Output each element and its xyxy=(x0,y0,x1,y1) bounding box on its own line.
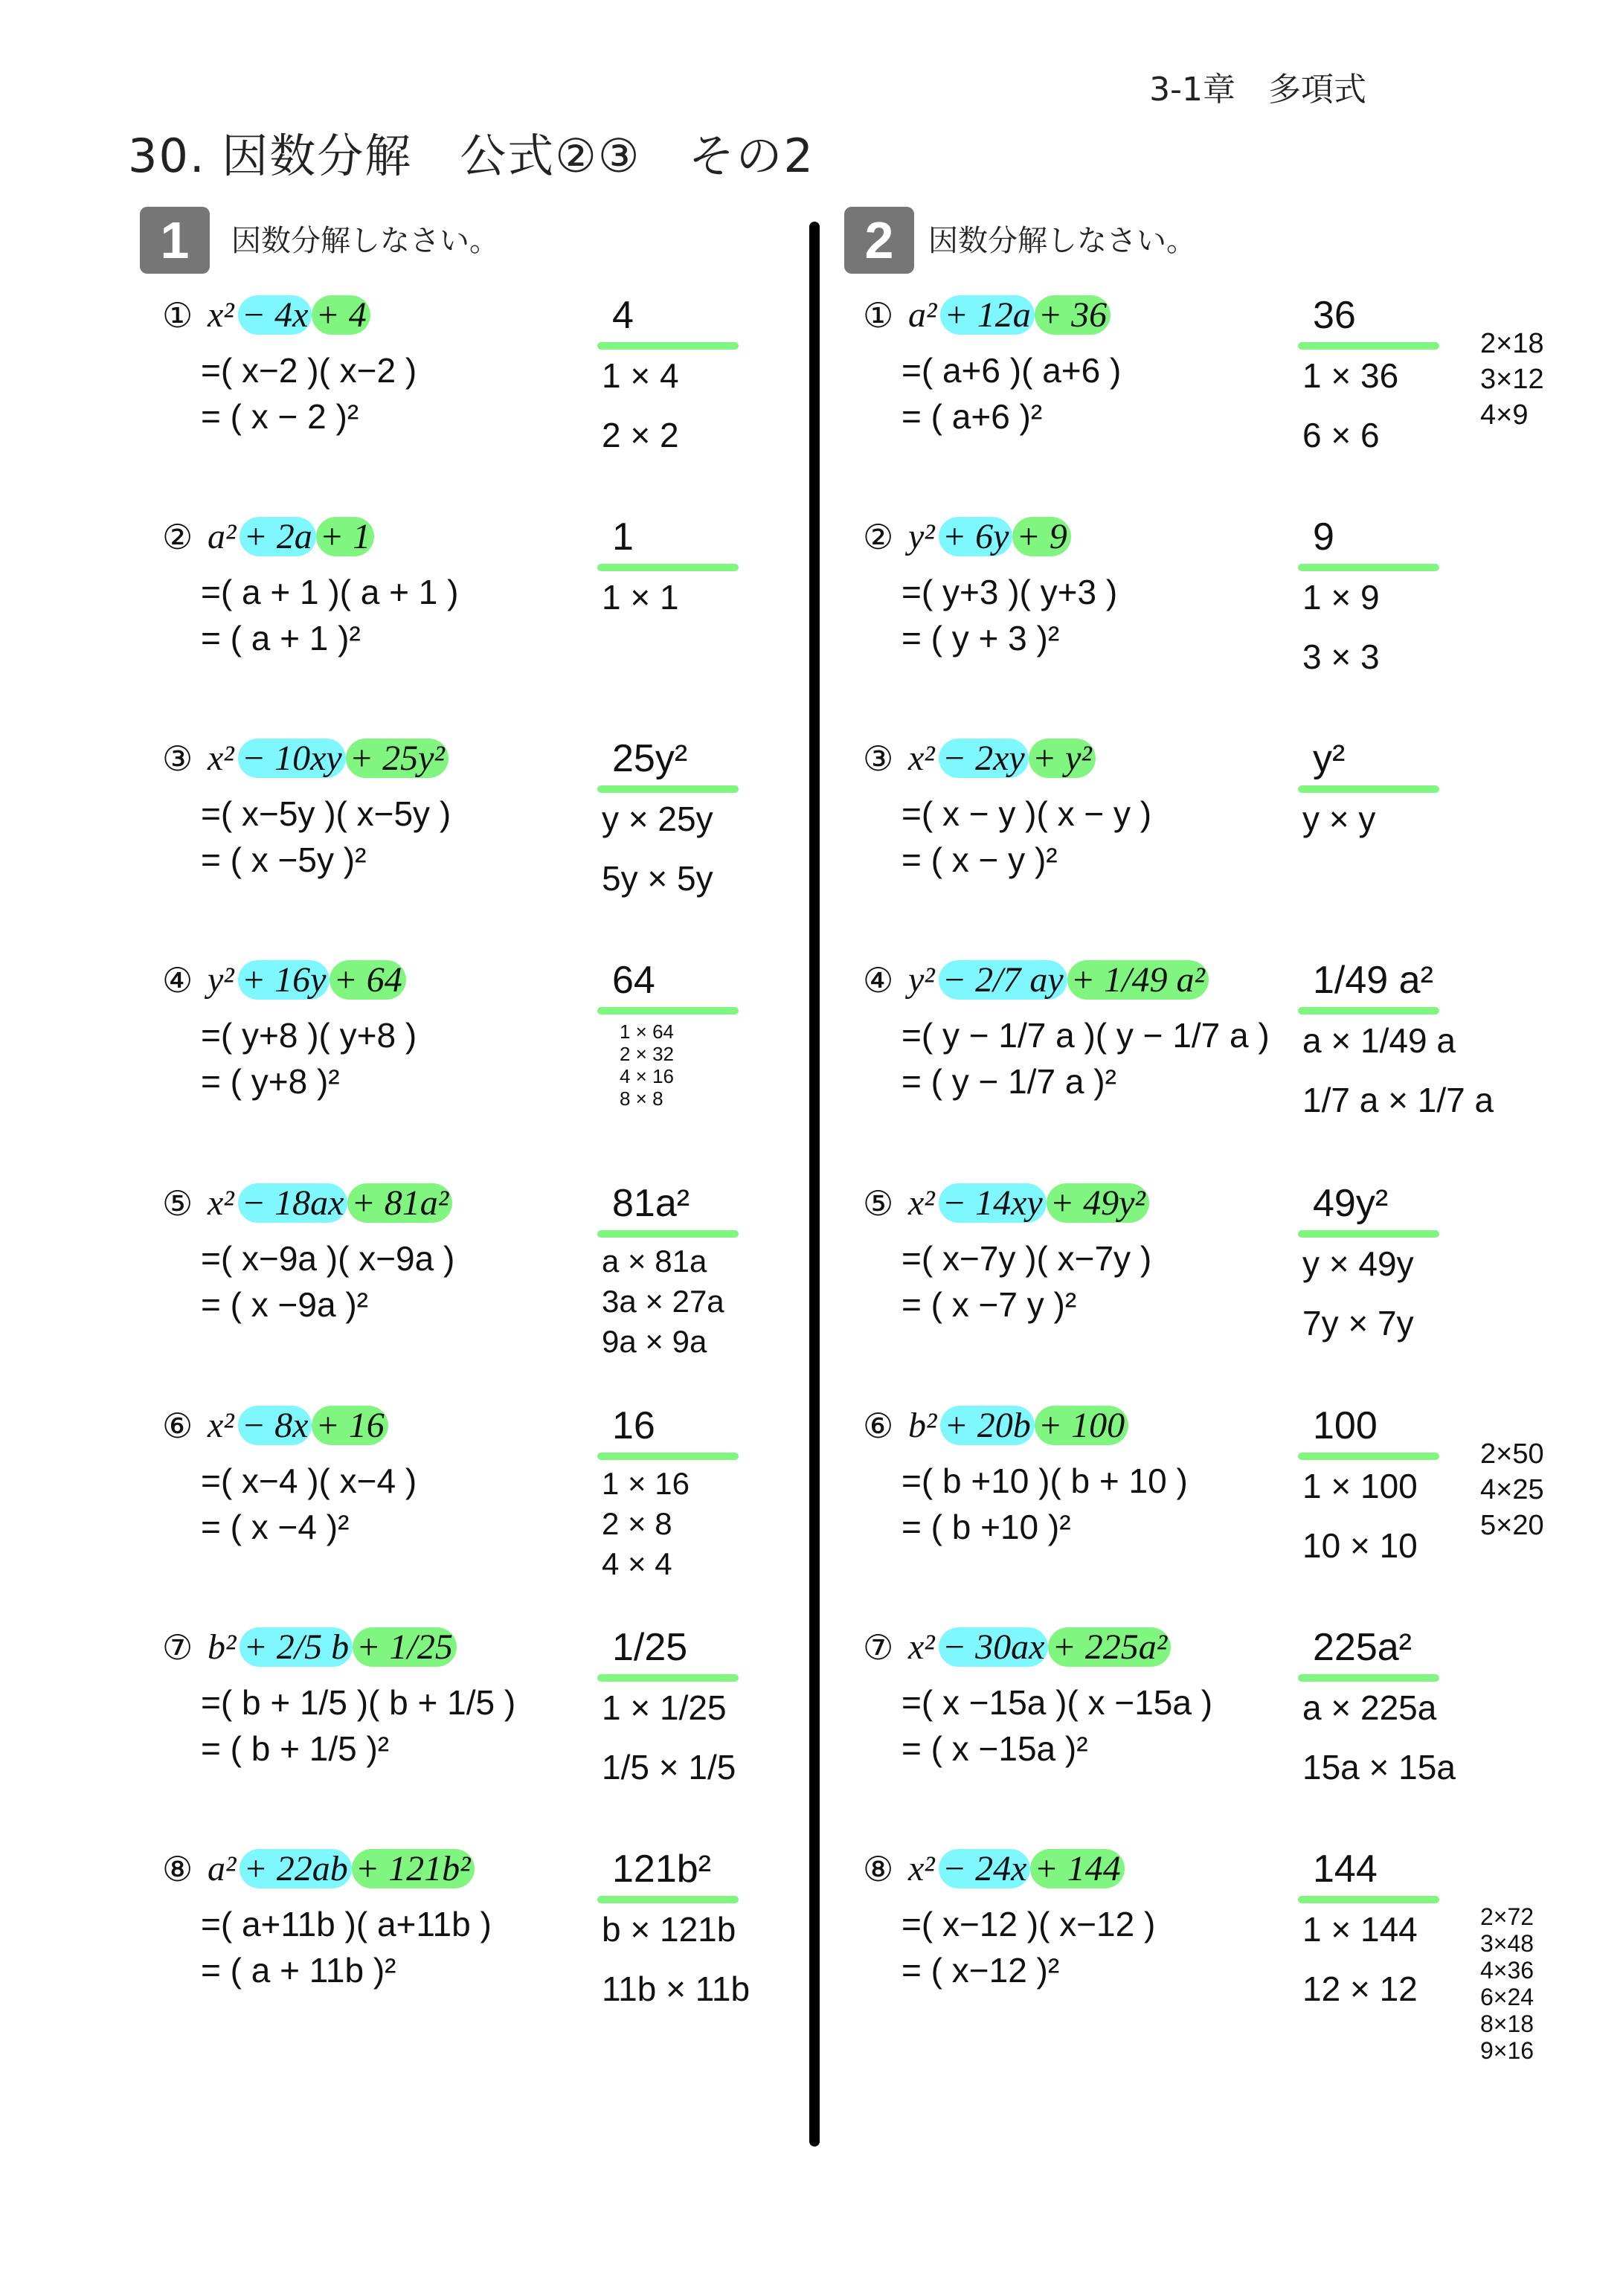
problem-expression xyxy=(204,1848,591,1890)
green-underline xyxy=(597,1674,739,1682)
expression-term-green-highlight: + 225a² xyxy=(1048,1627,1171,1667)
expression-term-green-highlight: + 81a² xyxy=(347,1183,452,1223)
expression-term-green-highlight: + 9 xyxy=(1012,517,1070,556)
factored-step: =( x−5y )( x−5y ) xyxy=(201,794,451,833)
factor-pair: y × 49y xyxy=(1302,1244,1414,1283)
constant-term: y² xyxy=(1313,737,1346,780)
factored-step: =( x−12 )( x−12 ) xyxy=(902,1905,1156,1943)
expression-term-blue-highlight: − 30ax xyxy=(939,1627,1049,1667)
expression-term-blue-highlight: + 12a xyxy=(940,295,1034,335)
solution-steps xyxy=(201,350,588,437)
extra-factor-pair: 4×36 xyxy=(1480,1957,1534,1984)
section-1-badge: 1 xyxy=(140,207,210,274)
expression-term-green-highlight: + 36 xyxy=(1035,295,1111,335)
expression-term: b² xyxy=(208,1627,237,1667)
extra-factor-pair: 3×12 xyxy=(1480,364,1544,395)
factor-work xyxy=(597,956,776,1110)
constant-term: 1/25 xyxy=(612,1626,688,1669)
constant-term: 25y² xyxy=(612,737,688,780)
worksheet-title: 30. 因数分解 公式②③ その2 xyxy=(128,129,814,183)
solution-steps xyxy=(902,1682,1288,1769)
extra-factor-pair: 2×50 xyxy=(1480,1438,1544,1470)
factor-pair: 1 × 144 xyxy=(1302,1910,1418,1949)
expression-term: a² xyxy=(908,295,937,335)
squared-result: = ( x −5y )² xyxy=(201,840,367,879)
problem xyxy=(863,1182,1577,1401)
constant-term: 9 xyxy=(1313,515,1334,559)
expression-term-green-highlight: + 121b² xyxy=(352,1849,475,1888)
extra-factor-pair: 5×20 xyxy=(1480,1510,1544,1541)
problem xyxy=(863,294,1577,513)
expression-term: x² xyxy=(208,295,234,335)
factor-pair: 8 × 8 xyxy=(620,1087,663,1110)
factored-step: =( a+11b )( a+11b ) xyxy=(201,1905,492,1943)
problem xyxy=(863,1626,1577,1845)
factor-pair: 9a × 9a xyxy=(602,1324,707,1359)
expression-term-blue-highlight: − 8x xyxy=(238,1406,312,1445)
squared-result: = ( b +10 )² xyxy=(902,1508,1071,1546)
solution-steps xyxy=(201,1682,588,1769)
solution-steps xyxy=(201,793,588,881)
problem-expression xyxy=(904,295,1291,336)
expression-term-blue-highlight: − 2xy xyxy=(939,739,1029,778)
problem-number: ⑦ xyxy=(863,1627,894,1668)
constant-term: 1/49 a² xyxy=(1313,959,1433,1002)
factor-work xyxy=(1298,956,1494,1120)
problem xyxy=(162,1626,876,1845)
factor-pair: 3a × 27a xyxy=(602,1284,724,1319)
factored-step: =( b +10 )( b + 10 ) xyxy=(902,1461,1188,1500)
expression-term: a² xyxy=(208,517,237,556)
factor-pair: 1/5 × 1/5 xyxy=(602,1748,736,1787)
factor-pair: 1 × 1/25 xyxy=(602,1688,727,1727)
extra-factor-pair: 4×9 xyxy=(1480,399,1529,431)
problem xyxy=(162,1182,876,1401)
expression-term-green-highlight: + 4 xyxy=(312,295,370,335)
factor-pair: 2 × 8 xyxy=(602,1506,672,1541)
factored-step: =( y+8 )( y+8 ) xyxy=(201,1016,417,1055)
solution-steps xyxy=(201,1014,588,1102)
squared-result: = ( a + 1 )² xyxy=(201,619,361,657)
problem xyxy=(162,959,876,1178)
expression-term-blue-highlight: + 6y xyxy=(939,517,1013,556)
squared-result: = ( y + 3 )² xyxy=(902,619,1060,657)
problem-number: ⑧ xyxy=(863,1849,894,1889)
problem xyxy=(162,515,876,735)
problem-expression xyxy=(204,516,591,558)
problem-number: ⑥ xyxy=(162,1406,193,1446)
squared-result: = ( a+6 )² xyxy=(902,397,1043,436)
problem-expression xyxy=(904,1405,1291,1447)
problem-number: ③ xyxy=(162,739,193,779)
expression-term-blue-highlight: + 2/5 b xyxy=(240,1627,353,1667)
constant-term: 225a² xyxy=(1313,1626,1412,1669)
factor-work xyxy=(597,1624,776,1787)
problem xyxy=(162,294,876,513)
expression-term-blue-highlight: + 22ab xyxy=(240,1849,351,1888)
problem xyxy=(863,1848,1577,2067)
chapter-label: 3-1章 多項式 xyxy=(1149,71,1366,109)
problem-number: ① xyxy=(162,295,193,335)
expression-term-green-highlight: + 1/25 xyxy=(353,1627,457,1667)
problem xyxy=(863,1404,1577,1624)
factor-pair: 4 × 4 xyxy=(602,1546,672,1581)
factor-pair: 5y × 5y xyxy=(602,859,713,898)
factor-pair: 2 × 32 xyxy=(620,1043,675,1065)
expression-term: x² xyxy=(908,1183,935,1223)
extra-factor-pair: 3×48 xyxy=(1480,1930,1534,1957)
problem xyxy=(863,515,1577,735)
problem-number: ② xyxy=(162,517,193,557)
factor-pair: 10 × 10 xyxy=(1302,1526,1418,1565)
problem-number: ⑤ xyxy=(863,1183,894,1223)
expression-term: x² xyxy=(208,1183,234,1223)
expression-term-blue-highlight: − 24x xyxy=(939,1849,1031,1888)
factored-step: =( x − y )( x − y ) xyxy=(902,794,1152,833)
squared-result: = ( b + 1/5 )² xyxy=(201,1729,390,1768)
expression-term: y² xyxy=(208,960,234,1000)
factor-work xyxy=(597,292,776,455)
factor-pair: 1 × 16 xyxy=(602,1466,690,1501)
squared-result: = ( x−12 )² xyxy=(902,1951,1060,1990)
factor-work xyxy=(597,1402,776,1582)
problem-expression xyxy=(204,1183,591,1224)
factored-step: =( x −15a )( x −15a ) xyxy=(902,1683,1213,1722)
factor-work xyxy=(597,513,776,617)
section-2-badge: 2 xyxy=(844,207,914,274)
expression-term: x² xyxy=(908,1627,935,1667)
constant-term: 49y² xyxy=(1313,1182,1389,1225)
factored-step: =( b + 1/5 )( b + 1/5 ) xyxy=(201,1683,516,1722)
factor-work xyxy=(1298,1402,1476,1566)
factored-step: =( y − 1/7 a )( y − 1/7 a ) xyxy=(902,1016,1270,1055)
green-underline xyxy=(1298,342,1439,350)
problem-expression xyxy=(204,959,591,1001)
factor-work xyxy=(597,735,776,898)
problem-expression xyxy=(204,295,591,336)
expression-term-blue-highlight: + 16y xyxy=(238,960,330,1000)
section-2-instruction: 因数分解しなさい。 xyxy=(928,224,1196,258)
expression-term-green-highlight: + 49y² xyxy=(1047,1183,1149,1223)
expression-term: x² xyxy=(908,739,935,778)
extra-factor-pair: 2×72 xyxy=(1480,1903,1534,1930)
squared-result: = ( y+8 )² xyxy=(201,1062,340,1101)
problem-expression xyxy=(904,738,1291,779)
constant-term: 81a² xyxy=(612,1182,690,1225)
problem-number: ⑦ xyxy=(162,1627,193,1668)
problem-number: ③ xyxy=(863,739,894,779)
factor-pair: 6 × 6 xyxy=(1302,416,1380,454)
green-underline xyxy=(597,1230,739,1238)
problem-expression xyxy=(204,1405,591,1447)
problem xyxy=(162,737,876,956)
factored-step: =( x−7y )( x−7y ) xyxy=(902,1239,1152,1278)
constant-term: 100 xyxy=(1313,1404,1378,1447)
factor-pair: 1 × 36 xyxy=(1302,356,1399,395)
solution-steps xyxy=(902,1014,1288,1102)
squared-result: = ( a + 11b )² xyxy=(201,1951,396,1990)
extra-factor-pair: 9×16 xyxy=(1480,2037,1534,2064)
extra-factor-pairs xyxy=(1480,1903,1534,2064)
factor-work xyxy=(1298,1624,1476,1787)
extra-factor-pair: 4×25 xyxy=(1480,1474,1544,1505)
factor-work xyxy=(1298,292,1476,455)
problem-expression xyxy=(904,1183,1291,1224)
solution-steps xyxy=(902,571,1288,659)
factored-step: =( y+3 )( y+3 ) xyxy=(902,573,1118,611)
expression-term-green-highlight: + 100 xyxy=(1035,1406,1128,1445)
factored-step: =( a + 1 )( a + 1 ) xyxy=(201,573,459,611)
problem-number: ⑥ xyxy=(863,1406,894,1446)
problem xyxy=(863,959,1577,1178)
solution-steps xyxy=(902,793,1288,881)
factor-pair: 12 × 12 xyxy=(1302,1969,1418,2008)
problem-expression xyxy=(204,738,591,779)
factor-pair: 7y × 7y xyxy=(1302,1304,1414,1342)
problem xyxy=(162,1848,876,2067)
green-underline xyxy=(1298,1674,1439,1682)
factored-step: =( x−4 )( x−4 ) xyxy=(201,1461,417,1500)
expression-term: a² xyxy=(208,1849,237,1888)
expression-term-blue-highlight: − 4x xyxy=(238,295,312,335)
problem-number: ⑧ xyxy=(162,1849,193,1889)
factor-pair: a × 1/49 a xyxy=(1302,1021,1456,1060)
constant-term: 64 xyxy=(612,959,655,1002)
factor-pair: 11b × 11b xyxy=(602,1969,751,2008)
green-underline xyxy=(597,1896,739,1903)
solution-steps xyxy=(201,1903,588,1991)
expression-term: x² xyxy=(208,1406,234,1445)
solution-steps xyxy=(902,1238,1288,1325)
expression-term-green-highlight: + 64 xyxy=(330,960,405,1000)
problem xyxy=(863,737,1577,956)
factor-pair: a × 81a xyxy=(602,1244,707,1279)
problem-number: ④ xyxy=(863,960,894,1000)
solution-steps xyxy=(902,350,1288,437)
factor-pair: 1/7 a × 1/7 a xyxy=(1302,1081,1494,1119)
factor-pair: a × 225a xyxy=(1302,1688,1437,1727)
expression-term-blue-highlight: − 10xy xyxy=(238,739,346,778)
factor-pair: y × y xyxy=(1302,800,1376,838)
problem-expression xyxy=(904,516,1291,558)
factor-pair: 1 × 1 xyxy=(602,578,679,617)
extra-factor-pair: 6×24 xyxy=(1480,1984,1534,2010)
constant-term: 1 xyxy=(612,515,634,559)
squared-result: = ( x −4 )² xyxy=(201,1508,350,1546)
problem-expression xyxy=(904,1627,1291,1668)
problem xyxy=(162,1404,876,1624)
green-underline xyxy=(597,342,739,350)
factor-work xyxy=(597,1845,776,2009)
problem-number: ⑤ xyxy=(162,1183,193,1223)
factor-pair: b × 121b xyxy=(602,1910,736,1949)
extra-factor-pairs xyxy=(1480,1438,1544,1542)
solution-steps xyxy=(902,1903,1288,1991)
constant-term: 121b² xyxy=(612,1848,711,1891)
expression-term-green-highlight: + 144 xyxy=(1030,1849,1124,1888)
green-underline xyxy=(1298,785,1439,793)
factored-step: =( a+6 )( a+6 ) xyxy=(902,351,1122,390)
section-1-instruction: 因数分解しなさい。 xyxy=(231,224,499,258)
factor-work xyxy=(1298,1845,1476,2009)
problem-expression xyxy=(204,1627,591,1668)
squared-result: = ( x − y )² xyxy=(902,840,1058,879)
factor-pair: 1 × 9 xyxy=(1302,578,1380,617)
factor-work xyxy=(1298,1180,1476,1343)
factor-pair: 3 × 3 xyxy=(1302,637,1380,676)
factor-pair: 2 × 2 xyxy=(602,416,679,454)
green-underline xyxy=(1298,1896,1439,1903)
problem-expression xyxy=(904,1848,1291,1890)
expression-term-blue-highlight: − 18ax xyxy=(238,1183,348,1223)
expression-term-green-highlight: + 1 xyxy=(316,517,374,556)
expression-term: x² xyxy=(208,739,234,778)
factor-pair: 4 × 16 xyxy=(620,1065,675,1087)
solution-steps xyxy=(201,1460,588,1548)
constant-term: 4 xyxy=(612,294,634,337)
squared-result: = ( x −9a )² xyxy=(201,1285,368,1324)
problem-number: ① xyxy=(863,295,894,335)
problem-number: ② xyxy=(863,517,894,557)
extra-factor-pair: 2×18 xyxy=(1480,328,1544,359)
factor-pair: 15a × 15a xyxy=(1302,1748,1456,1787)
green-underline xyxy=(597,785,739,793)
factor-pair: 1 × 100 xyxy=(1302,1467,1418,1505)
constant-term: 16 xyxy=(612,1404,655,1447)
green-underline xyxy=(1298,564,1439,571)
green-underline xyxy=(1298,1007,1439,1014)
squared-result: = ( x −15a )² xyxy=(902,1729,1088,1768)
squared-result: = ( x −7 y )² xyxy=(902,1285,1077,1324)
expression-term-green-highlight: + y² xyxy=(1029,739,1096,778)
expression-term-green-highlight: + 1/49 a² xyxy=(1067,960,1209,1000)
squared-result: = ( y − 1/7 a )² xyxy=(902,1062,1116,1101)
solution-steps xyxy=(201,571,588,659)
factor-work xyxy=(1298,513,1476,677)
solution-steps xyxy=(201,1238,588,1325)
factor-pair: 1 × 64 xyxy=(620,1020,675,1043)
problem-expression xyxy=(904,959,1291,1001)
extra-factor-pairs xyxy=(1480,327,1544,431)
green-underline xyxy=(597,564,739,571)
expression-term-green-highlight: + 16 xyxy=(312,1406,388,1445)
factor-pair: y × 25y xyxy=(602,800,713,838)
factor-pair: 1 × 4 xyxy=(602,356,679,395)
expression-term: y² xyxy=(908,960,935,1000)
expression-term-blue-highlight: − 2/7 ay xyxy=(939,960,1067,1000)
expression-term: x² xyxy=(908,1849,935,1888)
green-underline xyxy=(597,1453,739,1460)
expression-term-blue-highlight: + 2a xyxy=(240,517,315,556)
expression-term: y² xyxy=(908,517,935,556)
green-underline xyxy=(1298,1453,1439,1460)
green-underline xyxy=(1298,1230,1439,1238)
constant-term: 36 xyxy=(1313,294,1356,337)
factored-step: =( x−2 )( x−2 ) xyxy=(201,351,417,390)
expression-term: b² xyxy=(908,1406,937,1445)
factor-work xyxy=(1298,735,1476,839)
constant-term: 144 xyxy=(1313,1848,1378,1891)
expression-term-blue-highlight: − 14xy xyxy=(939,1183,1047,1223)
squared-result: = ( x − 2 )² xyxy=(201,397,359,436)
solution-steps xyxy=(902,1460,1288,1548)
extra-factor-pair: 8×18 xyxy=(1480,2010,1534,2037)
green-underline xyxy=(597,1007,739,1014)
factored-step: =( x−9a )( x−9a ) xyxy=(201,1239,455,1278)
factor-work xyxy=(597,1180,776,1360)
problem-number: ④ xyxy=(162,960,193,1000)
expression-term-green-highlight: + 25y² xyxy=(346,739,449,778)
expression-term-blue-highlight: + 20b xyxy=(940,1406,1034,1445)
